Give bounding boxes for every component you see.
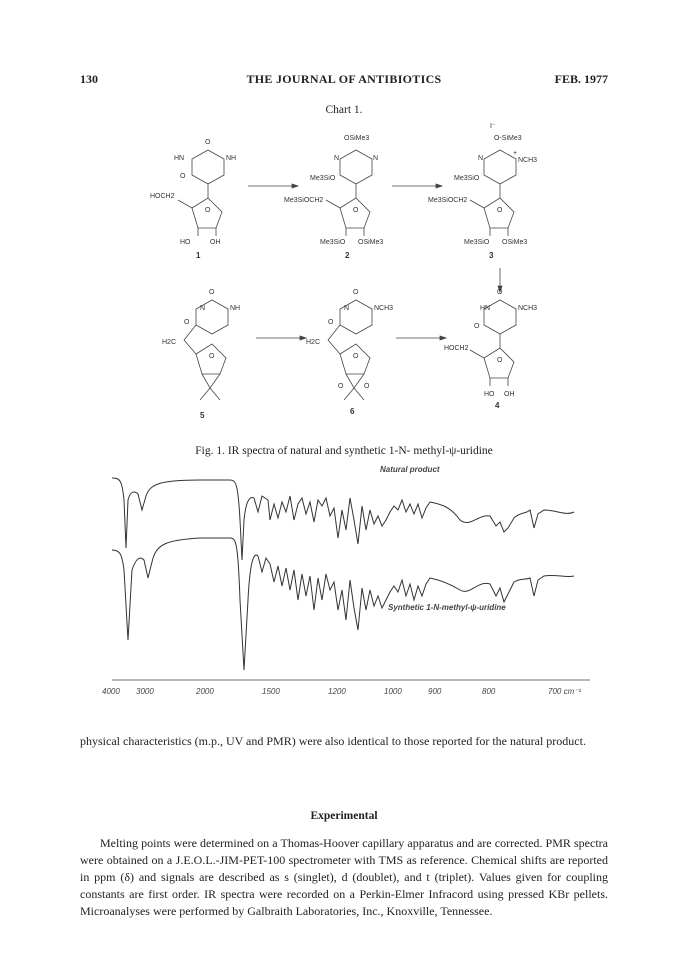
chem-label: N	[373, 155, 379, 162]
chem-label: N	[478, 155, 484, 162]
chem-label: O	[205, 139, 211, 146]
chem-label: O	[205, 207, 211, 214]
x-tick-label: 1500	[262, 687, 280, 696]
x-tick-label: 4000	[102, 687, 120, 696]
chem-label: O	[364, 383, 370, 390]
chem-label: NH	[226, 155, 237, 162]
body-paragraph: Melting points were determined on a Thomas-Hoover capillary apparatus and are corrected. PMR spectra were obtained on a J.E.O.L.-JIM-PET-100 spectrometer with TMS as reference. Chemical shifts are reported in ppm (δ) and signals are described as s (singlet), d (doublet), and t (triplet). Values given for coupling constants are first order. IR spectra were recorded on a Perkin-Elmer Infracord using pressed KBr pellets. Microanalyses were performed by Galbraith Laboratories, Inc., Knoxville, Tennessee.	[80, 836, 608, 918]
chem-label: Me3SiO	[320, 239, 346, 246]
chem-label: O	[180, 173, 186, 180]
section-heading: Experimental	[310, 810, 378, 822]
chem-label: H2C	[306, 339, 321, 346]
chem-label: O	[497, 289, 503, 296]
x-tick-label: 1200	[328, 687, 346, 696]
chem-label: NCH3	[518, 157, 538, 164]
chem-label: I⁻	[490, 123, 496, 130]
compound-number: 1	[196, 251, 201, 260]
chem-label: HOCH2	[150, 193, 175, 200]
compound-number: 6	[350, 407, 355, 416]
chem-label: NCH3	[518, 305, 538, 312]
arrowhead-1-to-2	[292, 184, 298, 188]
x-tick-label: 800	[482, 687, 496, 696]
issue-date: FEB. 1977	[554, 72, 608, 86]
chem-label: OSiMe3	[502, 239, 528, 246]
chem-label: NCH3	[374, 305, 394, 312]
chem-label: O	[353, 289, 359, 296]
chem-label: H2C	[162, 339, 177, 346]
chem-label: Me3SiO	[454, 175, 480, 182]
chem-label: N	[200, 305, 206, 312]
x-tick-label: 2000	[196, 687, 214, 696]
chem-label: OSiMe3	[344, 135, 370, 142]
chem-label: NH	[230, 305, 241, 312]
chem-label: O	[497, 357, 503, 364]
chem-label: O	[184, 319, 190, 326]
chem-label: O	[353, 207, 359, 214]
chem-label: O	[209, 353, 215, 360]
x-tick-label: 700 cm⁻¹	[548, 687, 582, 696]
arrowhead-6-to-4	[440, 336, 446, 340]
chem-label: OSiMe3	[358, 239, 384, 246]
chem-label: HO	[484, 391, 495, 398]
chem-label: O-SiMe3	[494, 135, 522, 142]
journal-title: THE JOURNAL OF ANTIBIOTICS	[246, 72, 442, 86]
page-header	[80, 72, 608, 88]
page-number: 130	[80, 72, 98, 86]
compound-number: 3	[489, 251, 494, 260]
reaction-scheme	[0, 118, 688, 438]
x-tick-label: 900	[428, 687, 442, 696]
chem-label: O	[353, 353, 359, 360]
body-paragraph: physical characteristics (m.p., UV and PMR) were also identical to those reported for the natural product.	[80, 734, 586, 748]
x-tick-label: 3000	[136, 687, 154, 696]
chem-label: +	[513, 150, 518, 157]
compound-5-structure	[184, 300, 228, 400]
chem-label: HN	[480, 305, 491, 312]
chem-label: N	[344, 305, 350, 312]
chem-label: N	[334, 155, 340, 162]
chem-label: O	[209, 289, 215, 296]
chem-label: Me3SiOCH2	[428, 197, 468, 204]
chem-label: O	[474, 323, 480, 330]
compound-2-structure	[326, 150, 372, 236]
chem-label: O	[328, 319, 334, 326]
chem-label: HO	[180, 239, 191, 246]
arrowhead-2-to-3	[436, 184, 442, 188]
chem-label: Me3SiO	[464, 239, 490, 246]
ir-trace-natural	[112, 478, 574, 560]
chem-label: O	[497, 207, 503, 214]
chart-title: Chart 1.	[325, 104, 363, 116]
series-label-synthetic: Synthetic 1-N-methyl-ψ-uridine	[388, 603, 506, 612]
chem-label: O	[338, 383, 344, 390]
chem-label: HN	[174, 155, 185, 162]
chem-label: HOCH2	[444, 345, 469, 352]
chem-label: Me3SiOCH2	[284, 197, 324, 204]
series-label-natural: Natural product	[380, 465, 440, 474]
figure-caption: Fig. 1. IR spectra of natural and synthetic 1-N- methyl-ψ-uridine	[195, 445, 493, 457]
compound-3-structure	[470, 150, 516, 236]
chem-label: OH	[210, 239, 221, 246]
compound-number: 5	[200, 411, 205, 420]
compound-number: 2	[345, 251, 350, 260]
ir-spectra-figure	[0, 460, 688, 700]
compound-1-structure	[178, 150, 224, 236]
chem-label: OH	[504, 391, 515, 398]
x-tick-label: 1000	[384, 687, 402, 696]
compound-number: 4	[495, 401, 500, 410]
compound-4-structure	[470, 300, 516, 386]
chem-label: Me3SiO	[310, 175, 336, 182]
